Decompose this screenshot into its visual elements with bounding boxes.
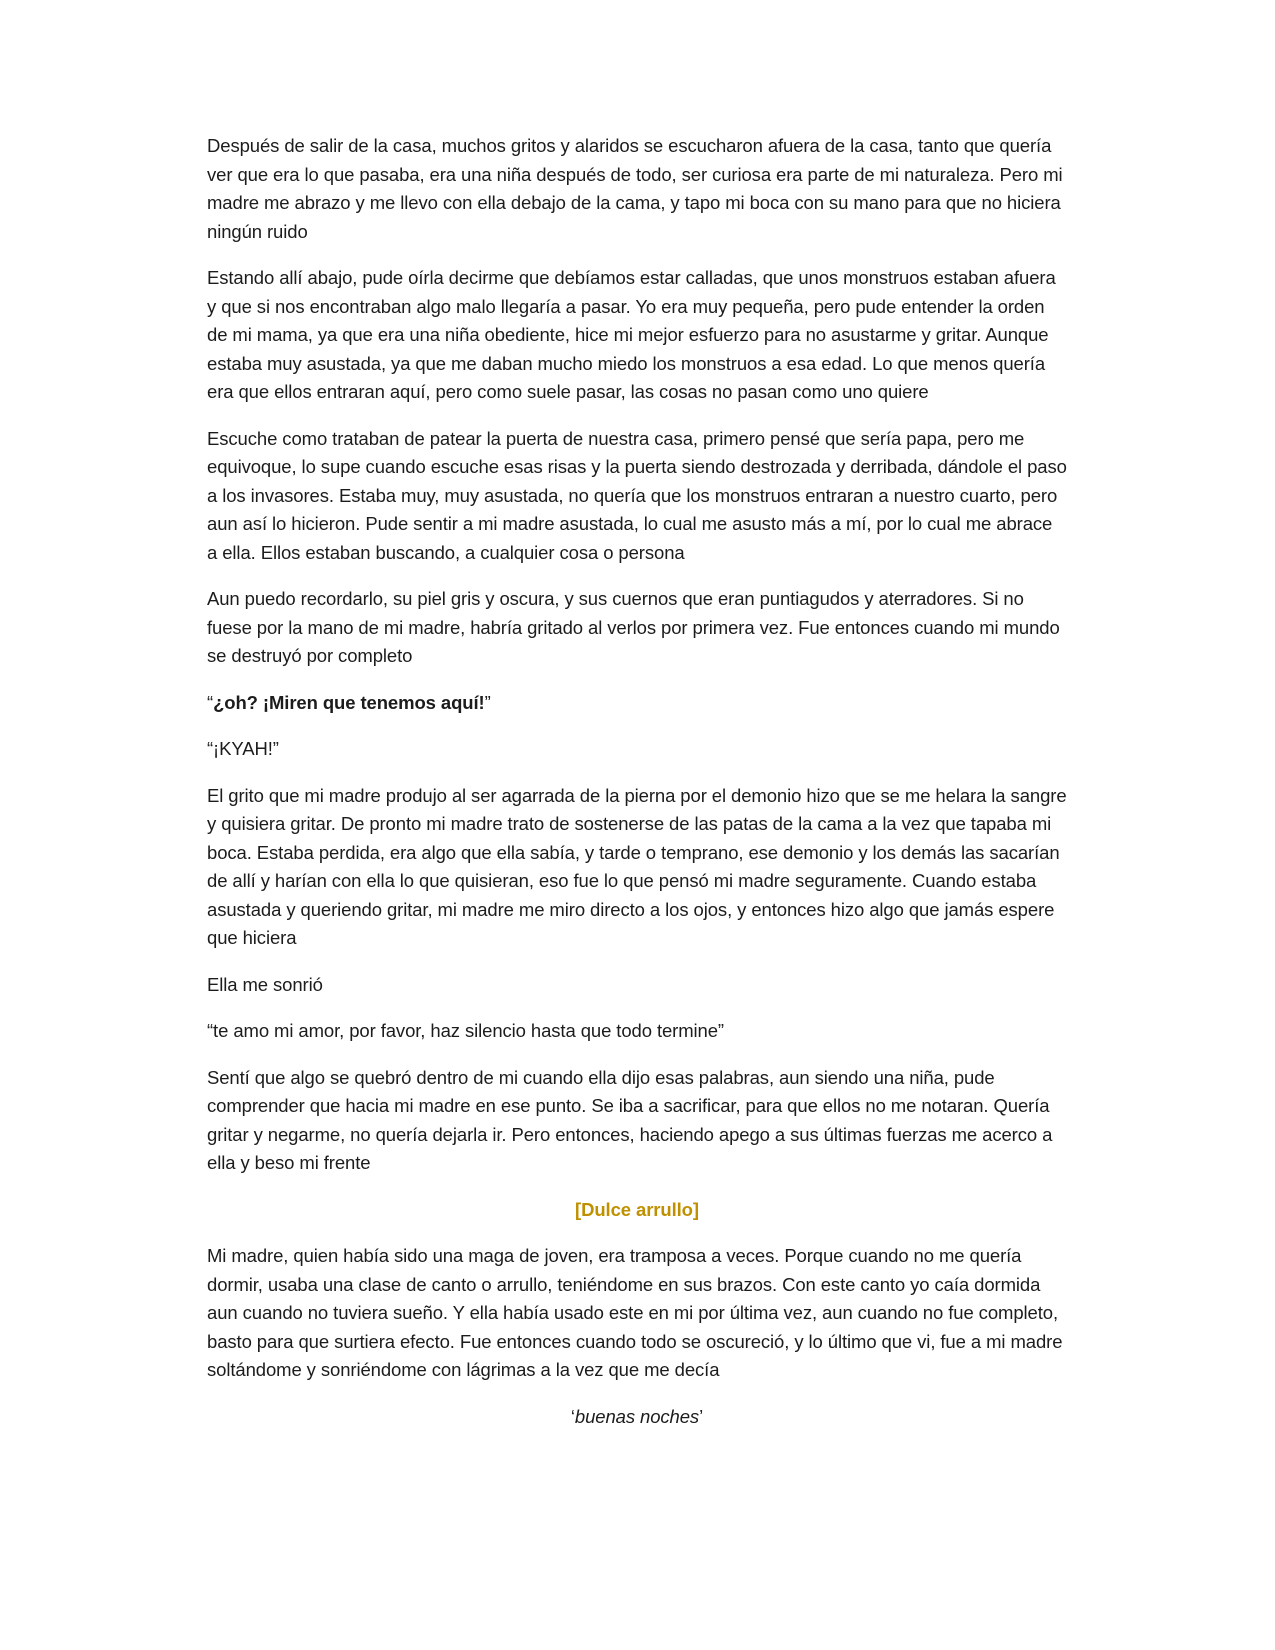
section-heading-lullaby: [Dulce arrullo]	[575, 1198, 699, 1220]
quote-open-mark: “	[207, 691, 214, 713]
dialogue-line-demon	[207, 689, 1067, 718]
dialogue-line-goodnight	[207, 1403, 1067, 1432]
dialogue-goodnight-text: buenas noches	[574, 1405, 700, 1427]
quote-close-mark: ”	[484, 691, 491, 713]
story-paragraph-lullaby: Mi madre, quien había sido una maga de joven, era tramposa a veces. Porque cuando no me quería dormir, usaba una clase de canto o arrullo, teniéndome en sus brazos. Con este canto yo caía dormida aun cuando no tuviera sueño. Y ella había usado este en mi por última vez, aun cuando no fue completo, basto para que surtiera efecto. Fue entonces cuando todo se oscureció, y lo último que vi, fue a mi madre soltándome y sonriéndome con lágrimas a la vez que me decía	[207, 1245, 1063, 1380]
story-paragraph-door: Escuche como trataban de patear la puerta de nuestra casa, primero pensé que sería papa, pero me equivoque, lo supe cuando escuche esas risas y la puerta siendo destrozada y derribada, dándole el paso a los invasores. Estaba muy, muy asustada, no quería que los monstruos entraran a nuestro cuarto, pero aun así lo hicieron. Pude sentir a mi madre asustada, lo cual me asusto más a mí, por lo cual me abrace a ella. Ellos estaban buscando, a cualquier cosa o persona	[207, 427, 1067, 563]
story-paragraph-broken: Sentí que algo se quebró dentro de mi cuando ella dijo esas palabras, aun siendo una niña, pude comprender que hacia mi madre en ese punto. Se iba a sacrificar, para que ellos no me notaran. Quería gritar y negarme, no quería dejarla ir. Pero entonces, haciendo apego a sus últimas fuerzas me acerco a ella y beso mi frente	[207, 1066, 1053, 1173]
story-paragraph-smile: Ella me sonrió	[207, 973, 323, 995]
story-paragraph-intro: Después de salir de la casa, muchos gritos y alaridos se escucharon afuera de la casa, tanto que quería ver que era lo que pasaba, era una niña después de todo, ser curiosa era parte de mi naturaleza. Pero mi madre me abrazo y me llevo con ella debajo de la cama, y tapo mi boca con su mano para que no hiciera ningún ruido	[207, 135, 1063, 242]
story-paragraph-memory: Aun puedo recordarlo, su piel gris y oscura, y sus cuernos que eran puntiagudos y aterradores. Si no fuese por la mano de mi madre, habría gritado al verlos por primera vez. Fue entonces cuando mi mundo se destruyó por completo	[207, 588, 1060, 666]
dialogue-demon-text: ¿oh? ¡Miren que tenemos aquí!	[213, 691, 485, 713]
dialogue-line-scream: “¡KYAH!”	[207, 738, 279, 759]
quote-open-mark: ‘	[570, 1405, 575, 1427]
story-paragraph-grip: El grito que mi madre produjo al ser agarrada de la pierna por el demonio hizo que se me helara la sangre y quisiera gritar. De pronto mi madre trato de sostenerse de las patas de la cama a la vez que tapaba mi boca. Estaba perdida, era algo que ella sabía, y tarde o temprano, ese demonio y los demás las sacarían de allí y harían con ella lo que quisieran, eso fue lo que pensó mi madre seguramente. Cuando estaba asustada y queriendo gritar, mi madre me miro directo a los ojos, y entonces hizo algo que jamás espere que hiciera	[207, 784, 1067, 948]
quote-close-mark: ’	[699, 1405, 704, 1427]
story-paragraph-hiding: Estando allí abajo, pude oírla decirme que debíamos estar calladas, que unos monstruos estaban afuera y que si nos encontraban algo malo llegaría a pasar. Yo era muy pequeña, pero pude entender la orden de mi mama, ya que era una niña obediente, hice mi mejor esfuerzo para no asustarme y gritar. Aunque estaba muy asustada, ya que me daban mucho miedo los monstruos a esa edad. Lo que menos quería era que ellos entraran aquí, pero como suele pasar, las cosas no pasan como uno quiere	[207, 267, 1056, 402]
dialogue-line-mother: “te amo mi amor, por favor, haz silencio hasta que todo termine”	[207, 1020, 724, 1041]
text-column	[207, 132, 1067, 1449]
